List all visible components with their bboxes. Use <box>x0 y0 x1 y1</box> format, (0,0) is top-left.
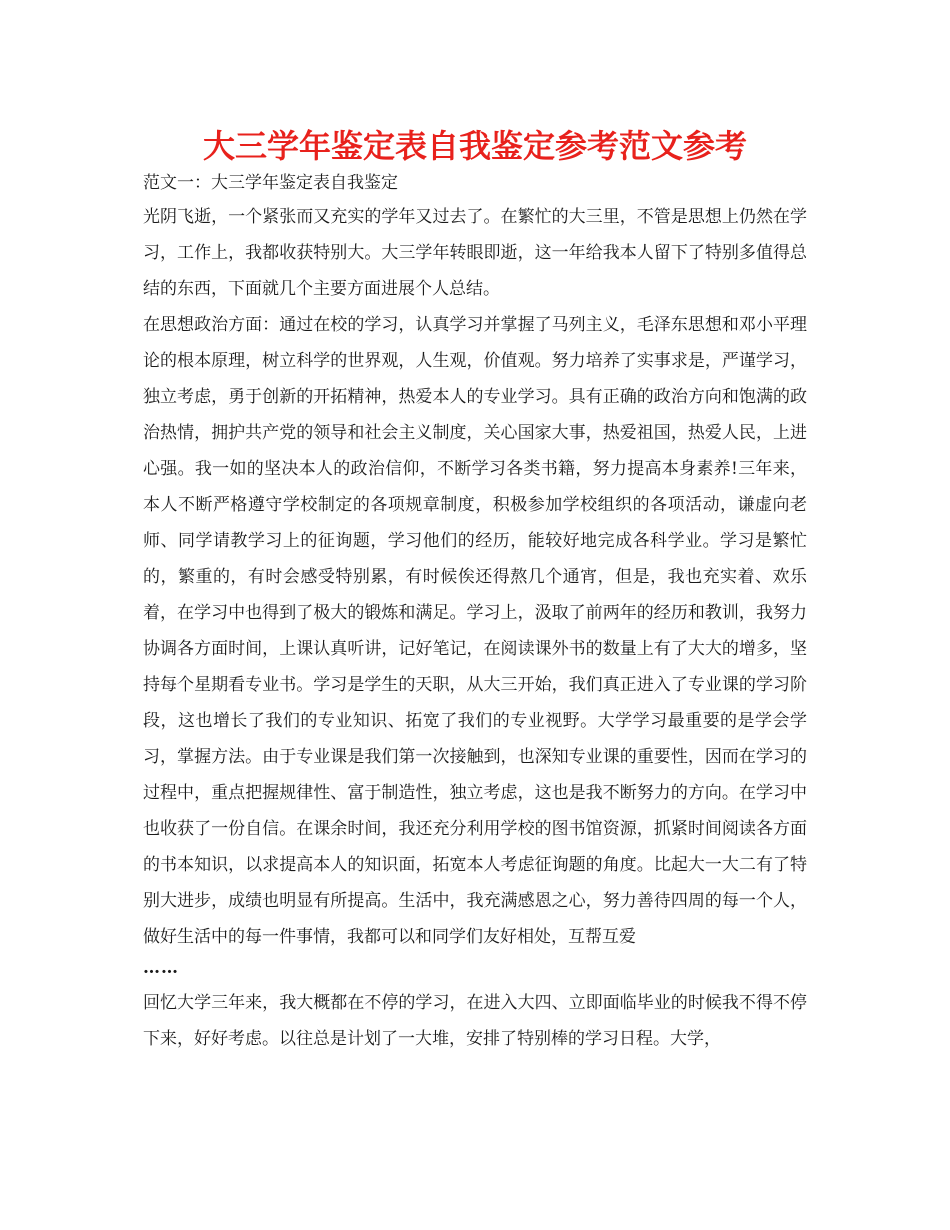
document-title: 大三学年鉴定表自我鉴定参考范文参考 <box>202 127 747 165</box>
paragraph-reflection: 回忆大学三年来，我大概都在不停的学习，在进入大四、立即面临毕业的时候我不得不停下来，好好考虑。以往总是计划了一大堆，安排了特别棒的学习日程。大学， <box>143 993 807 1049</box>
paragraph-intro: 光阴飞逝，一个紧张而又充实的学年又过去了。在繁忙的大三里，不管是思想上仍然在学习，工作上，我都收获特别大。大三学年转眼即逝，这一年给我本人留下了特别多值得总结的东西，下面就几个主要方面进展个人总结。 <box>143 207 807 299</box>
document-subtitle: 范文一：大三学年鉴定表自我鉴定 <box>143 173 398 193</box>
paragraph-thought-politics: 在思想政治方面：通过在校的学习，认真学习并掌握了马列主义，毛泽东思想和邓小平理论的根本原理，树立科学的世界观，人生观，价值观。努力培养了实事求是，严谨学习，独立考虑，勇于创新的开拓精神，热爱本人的专业学习。具有正确的政治方向和饱满的政治热情，拥护共产党的领导和社会主义制度，关心国家大事，热爱祖国，热爱人民，上进心强。我一如的坚决本人的政治信仰，不断学习各类书籍，努力提高本身素养!三年来，本人不断严格遵守学校制定的各项规章制度，积极参加学校组织的各项活动，谦虚向老师、同学请教学习上的征询题，学习他们的经历，能较好地完成各科学业。学习是繁忙的，繁重的，有时会感受特别累，有时候俟还得熬几个通宵，但是，我也充实着、欢乐着，在学习中也得到了极大的锻炼和满足。学习上，汲取了前两年的经历和教训，我努力协调各方面时间，上课认真听讲，记好笔记，在阅读课外书的数量上有了大大的增多，坚持每个星期看专业书。学习是学生的天职，从大三开始，我们真正进入了专业课的学习阶段，这也增长了我们的专业知识、拓宽了我们的专业视野。大学学习最重要的是学会学习，掌握方法。由于专业课是我们第一次接触到，也深知专业课的重要性，因而在学习的过程中，重点把握规律性、富于制造性，独立考虑，这也是我不断努力的方向。在学习中也收获了一份自信。在课余时间，我还充分利用学校的图书馆资源，抓紧时间阅读各方面的书本知识，以求提高本人的知识面，拓宽本人考虑征询题的角度。比起大一大二有了特别大进步，成绩也明显有所提高。生活中，我充满感恩之心，努力善待四周的每一个人，做好生活中的每一件事情，我都可以和同学们友好相处，互帮互爱 <box>143 315 807 947</box>
ellipsis-mark: …… <box>143 958 179 978</box>
document-body <box>143 199 807 1057</box>
